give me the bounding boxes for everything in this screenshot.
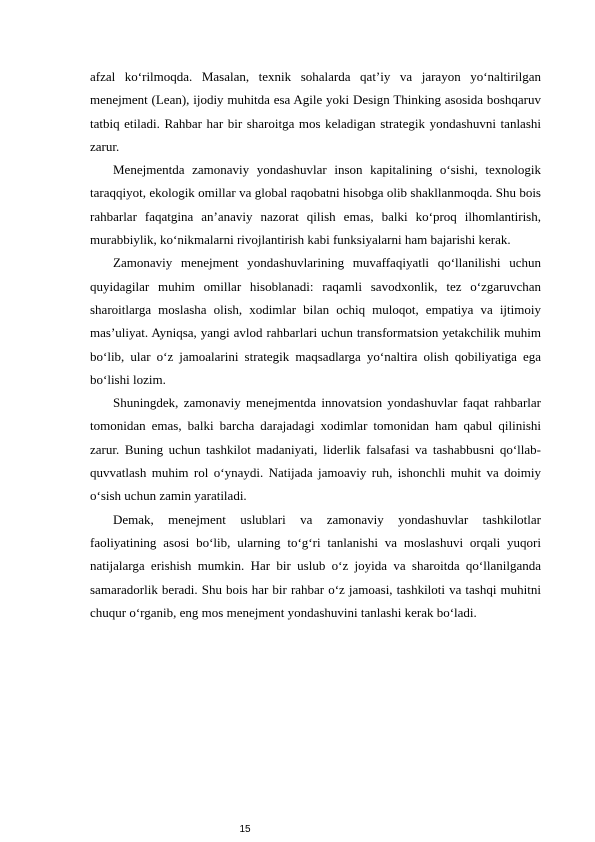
paragraph-conclusion: Demak, menejment uslublari va zamonaviy yondashuvlar tashkilotlar faoliyatining asosi bo‘lib, ularning to‘g‘ri tanlanishi va moslashuvi orqali yuqori natijalarga erishish mumkin. Har bir uslub o‘z joyida va sharoitda qo‘llanilganda samaradorlik beradi. Shu bois har bir rahbar o‘z jamoasi, tashkiloti va tashqi muhitni chuqur o‘rganib, eng mos menejment yondashuvini tanlashi kerak bo‘ladi. <box>90 511 541 620</box>
paragraph-innovation: Shuningdek, zamonaviy menejmentda innovatsion yondashuvlar faqat rahbarlar tomonidan emas, balki barcha darajadagi xodimlar tomonidan ham qabul qilinishi zarur. Buning uchun tashkilot madaniyati, liderlik falsafasi va tashabbusni qo‘llab-quvvatlash muhim rol o‘ynaydi. Natijada jamoaviy ruh, ishonchli muhit va doimiy o‘sish uchun zamin yaratiladi. <box>90 395 541 504</box>
paragraph-modern-approaches: Menejmentda zamonaviy yondashuvlar inson kapitalining o‘sishi, texnologik taraqqiyot, ekologik omillar va global raqobatni hisobga olib shakllanmoqda. Shu bois rahbarlar faqatgina an’anaviy nazorat qilish emas, balki ko‘proq ilhomlantirish, murabbiylik, ko‘nikmalarni rivojlantirish kabi funksiyalarni ham bajarishi kerak. <box>90 162 541 248</box>
paragraph-success-factors: Zamonaviy menejment yondashuvlarining muvaffaqiyatli qo‘llanilishi uchun quyidagilar muhim omillar hisoblanadi: raqamli savodxonlik, tez o‘zgaruvchan sharoitlarga moslasha olish, xodimlar bilan ochiq muloqot, empatiya va ijtimoiy mas’uliyat. Ayniqsa, yangi avlod rahbarlari uchun transformatsion yetakchilik muhim bo‘lib, ular o‘z jamoalarini strategik maqsadlarga yo‘naltira olish qobiliyatiga ega bo‘lishi lozim. <box>90 255 541 387</box>
page-number: 15 <box>239 824 251 835</box>
paragraph-continuation: afzal ko‘rilmoqda. Masalan, texnik sohalarda qat’iy va jarayon yo‘naltirilgan menejment (Lean), ijodiy muhitda esa Agile yoki Design Thinking asosida boshqaruv tatbiq etiladi. Rahbar har bir sharoitga mos keladigan strategik yondashuvni tanlashi zarur. <box>90 69 541 154</box>
page-body <box>90 65 541 624</box>
